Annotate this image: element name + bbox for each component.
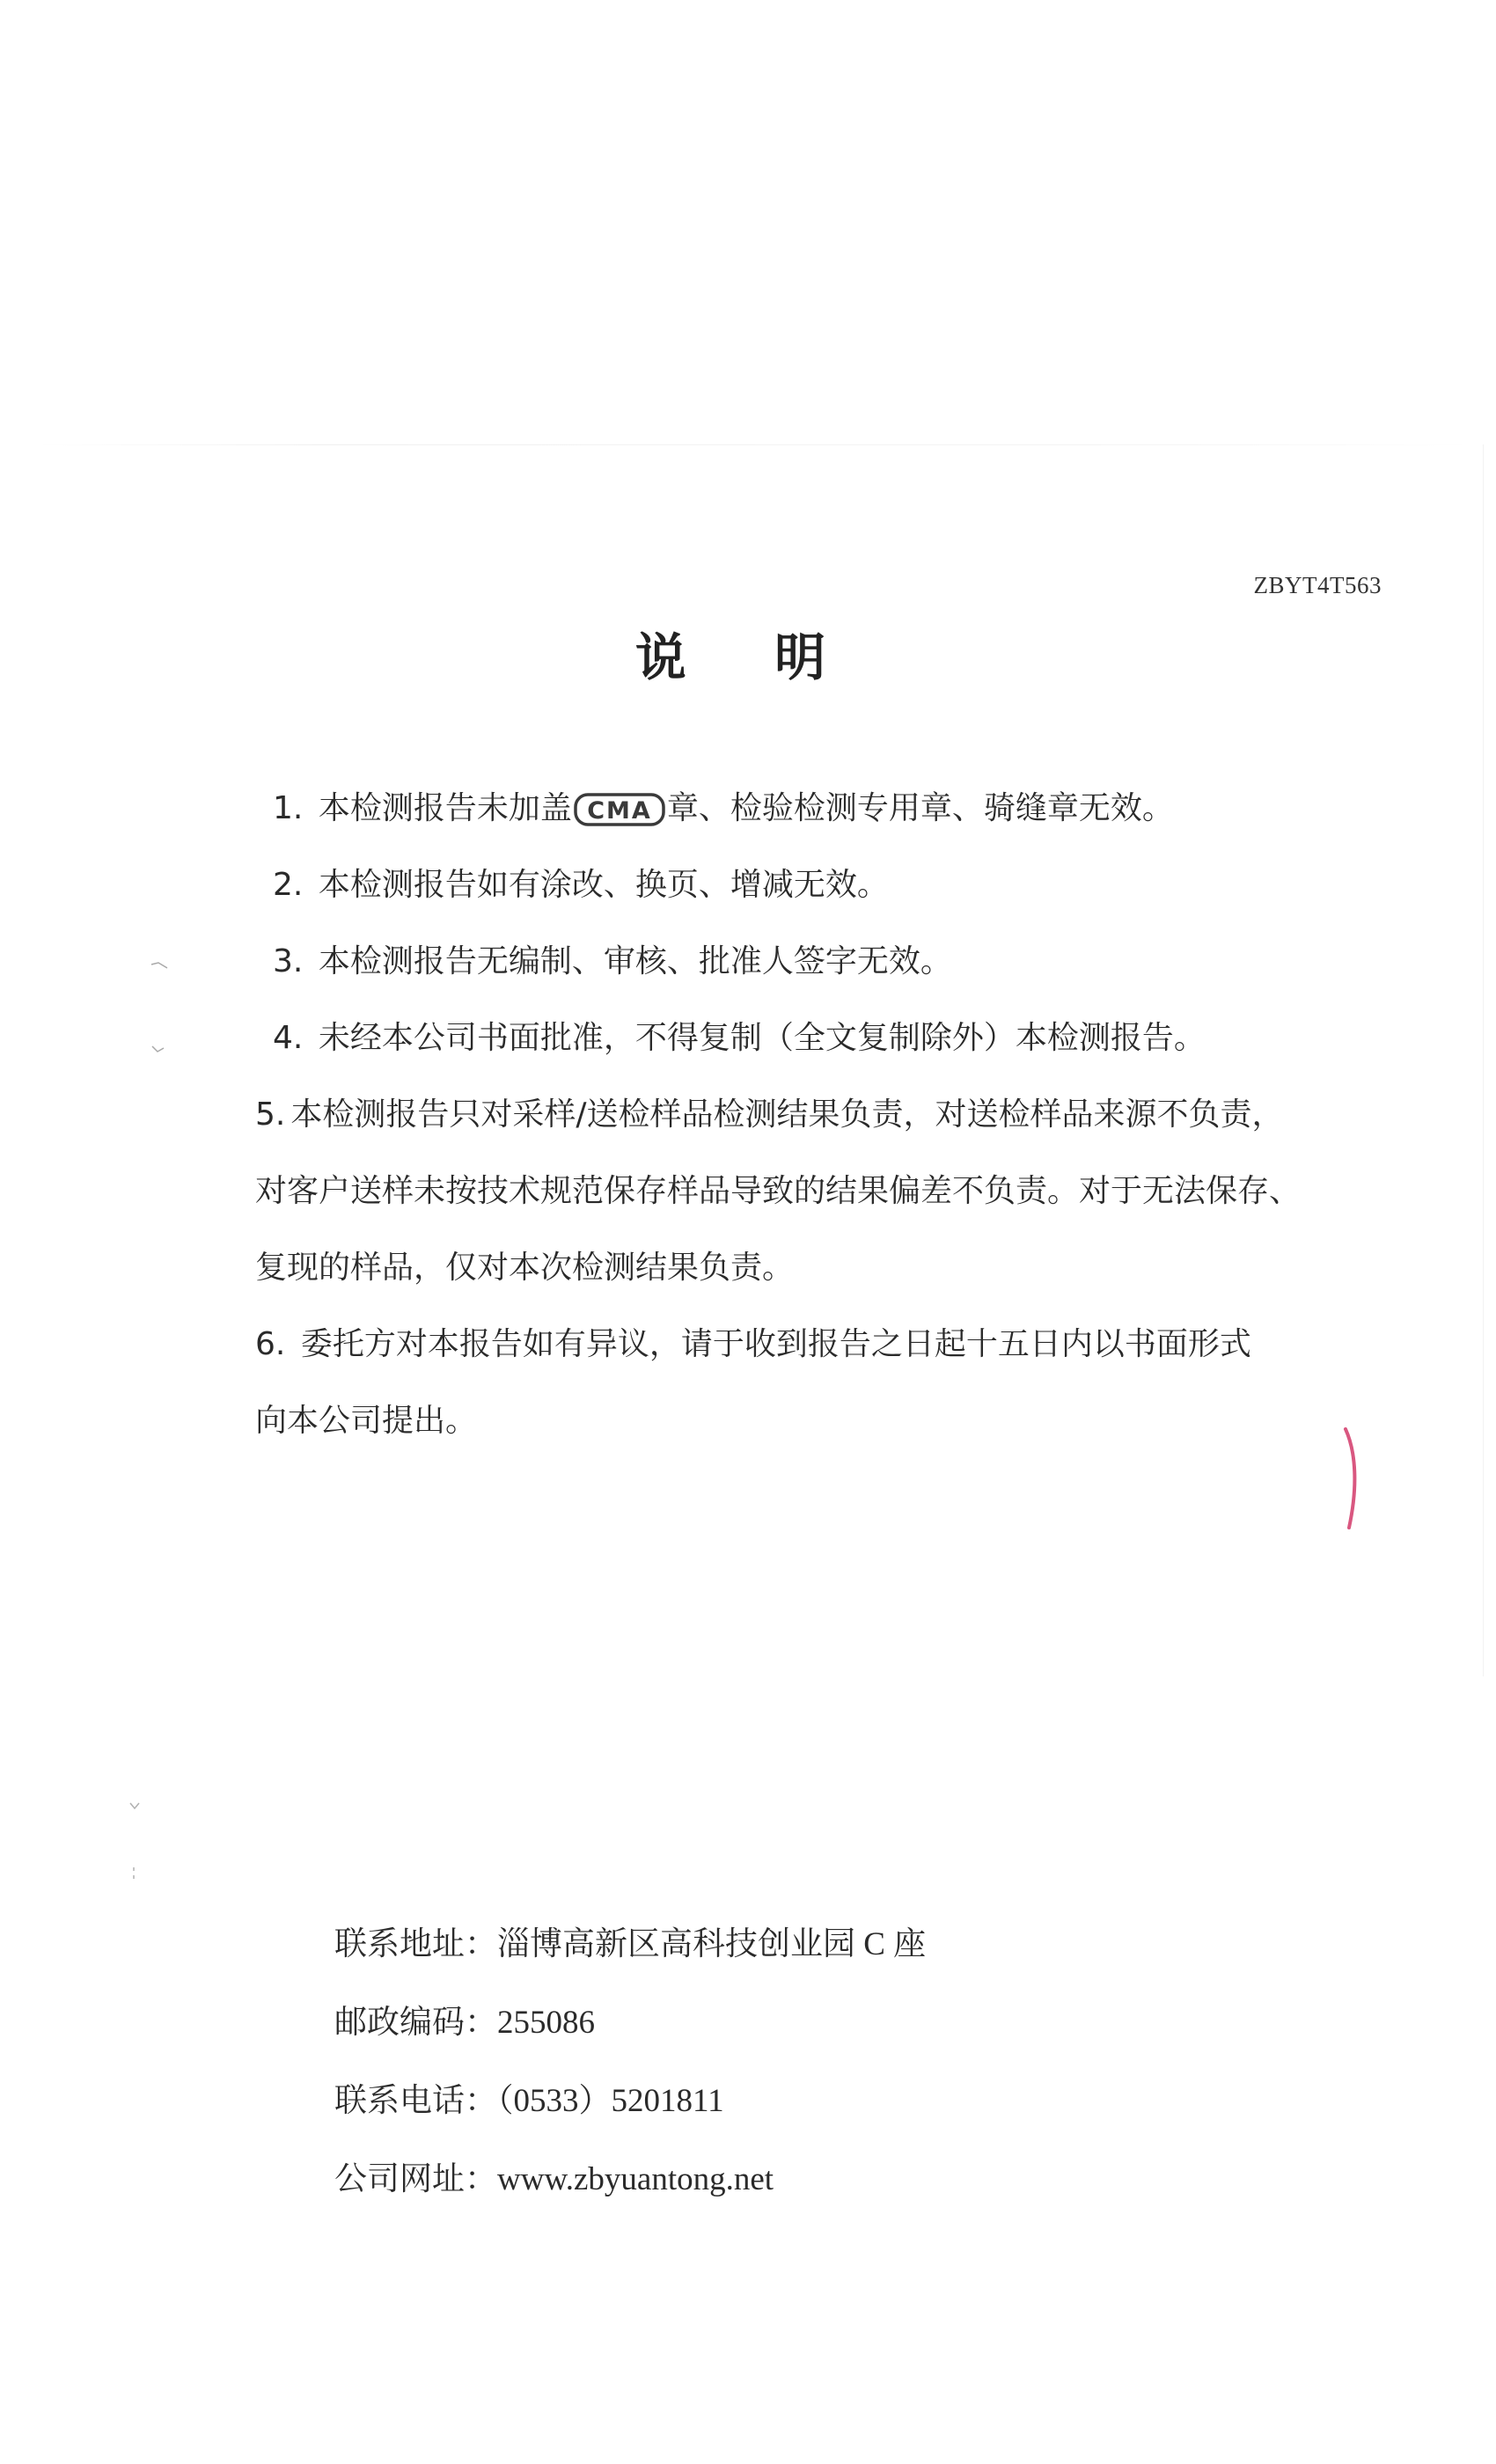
note-number: 4. bbox=[273, 1020, 304, 1056]
note-text-line-1: 本检测报告只对采样/送检样品检测结果负责，对送检样品来源不负责， bbox=[290, 1096, 1284, 1133]
contact-info bbox=[334, 1905, 1302, 2218]
page-title: 说 明 bbox=[634, 627, 862, 687]
contact-website bbox=[334, 2140, 1302, 2218]
note-item-5-line-2: 对客户送样未按技术规范保存样品导致的结果偏差不负责。对于无法保存、 bbox=[255, 1173, 1302, 1209]
note-item-5-line-3: 复现的样品，仅对本次检测结果负责。 bbox=[255, 1250, 795, 1286]
report-code: ZBYT4T563 bbox=[1253, 572, 1382, 598]
contact-phone-value: （0533）5201811 bbox=[497, 2083, 724, 2119]
note-item-6-line-2: 向本公司提出。 bbox=[255, 1403, 478, 1439]
contact-website-label: 公司网址： bbox=[334, 2160, 497, 2197]
note-number: 6. bbox=[255, 1326, 286, 1362]
note-item-2 bbox=[273, 847, 1399, 923]
note-text: 本检测报告无编制、审核、批准人签字无效。 bbox=[318, 943, 952, 979]
note-text-before-mark: 本检测报告未加盖 bbox=[318, 790, 572, 826]
scan-artifact-mark bbox=[128, 1800, 142, 1812]
scan-artifact-mark bbox=[150, 1043, 167, 1057]
contact-address bbox=[334, 1905, 1302, 1984]
scan-artifact-mark bbox=[150, 959, 171, 972]
note-item-3 bbox=[273, 923, 1399, 1000]
contact-address-value: 淄博高新区高科技创业园 C 座 bbox=[497, 1926, 927, 1962]
note-text: 未经本公司书面批准，不得复制（全文复制除外）本检测报告。 bbox=[318, 1020, 1206, 1056]
note-text: 本检测报告如有涂改、换页、增减无效。 bbox=[318, 867, 889, 903]
note-number: 1. bbox=[273, 790, 304, 826]
contact-postcode bbox=[334, 1984, 1302, 2062]
note-number: 2. bbox=[273, 867, 304, 903]
contact-website-value: www.zbyuantong.net bbox=[497, 2161, 774, 2197]
cma-seal-text: CMA bbox=[587, 797, 652, 825]
note-item-1 bbox=[273, 770, 1399, 847]
note-item-6 bbox=[255, 1306, 1399, 1382]
notes-list bbox=[255, 770, 1399, 1459]
contact-address-label: 联系地址： bbox=[334, 1925, 497, 1962]
contact-postcode-value: 255086 bbox=[497, 2005, 595, 2041]
note-text-after-mark: 章、检验检测专用章、骑缝章无效。 bbox=[666, 790, 1174, 826]
note-item-5 bbox=[255, 1076, 1399, 1153]
contact-phone bbox=[334, 2062, 1302, 2140]
scan-artifact-mark bbox=[128, 1866, 139, 1881]
note-number: 5. bbox=[255, 1096, 286, 1133]
contact-postcode-label: 邮政编码： bbox=[334, 2003, 497, 2041]
note-text-line-1: 委托方对本报告如有异议，请于收到报告之日起十五日内以书面形式 bbox=[300, 1326, 1251, 1362]
cma-seal-icon bbox=[574, 792, 665, 827]
note-item-4 bbox=[273, 1000, 1399, 1076]
stamp-edge-mark bbox=[1342, 1426, 1360, 1531]
note-number: 3. bbox=[273, 943, 304, 979]
scan-page-top-edge bbox=[33, 444, 1477, 445]
contact-phone-label: 联系电话： bbox=[334, 2081, 497, 2119]
